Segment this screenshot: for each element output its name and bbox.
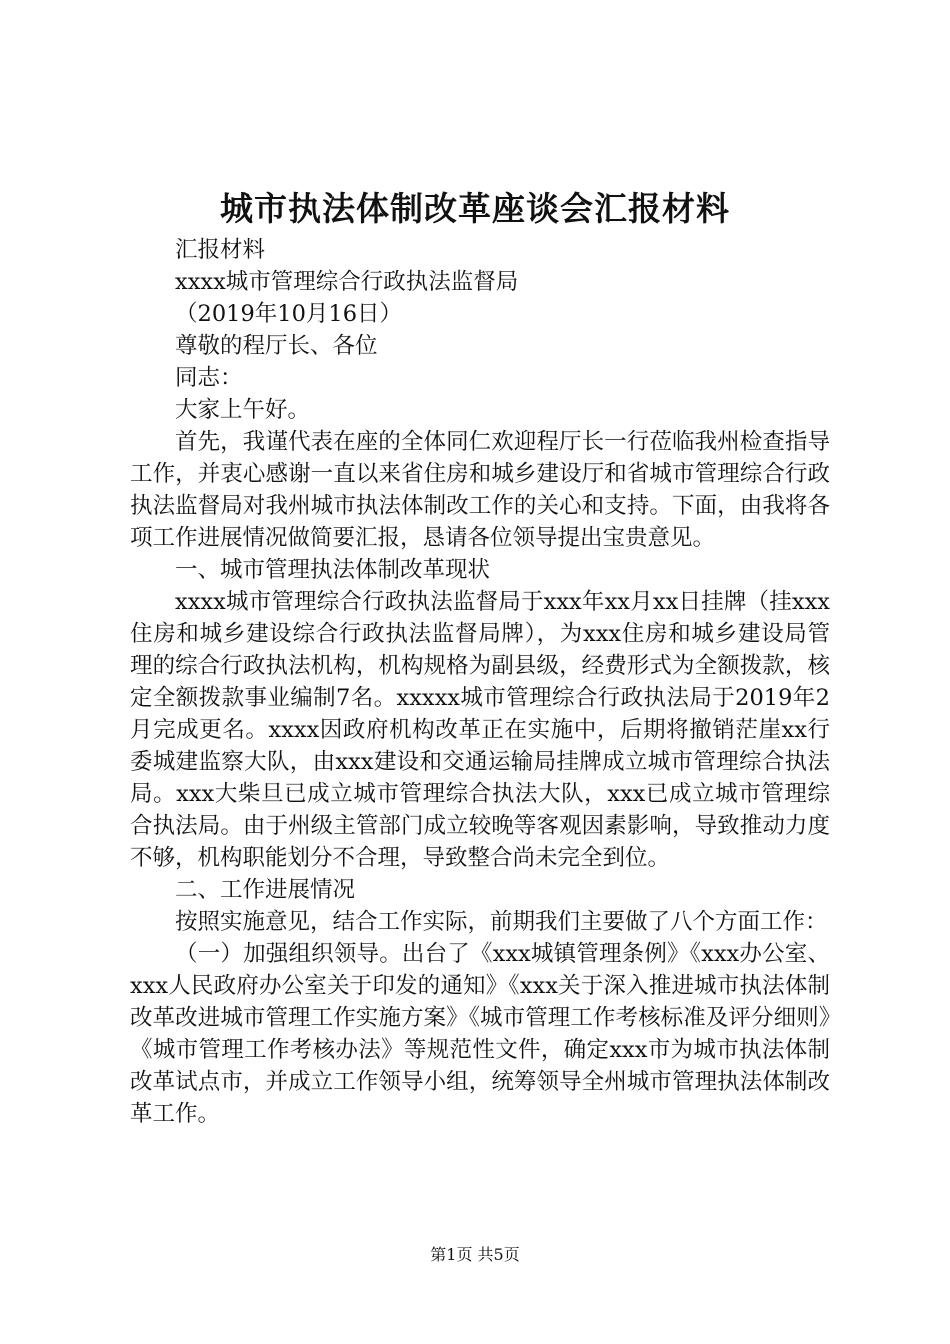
salutation-continued: 同志：	[175, 365, 243, 391]
document-title: 城市执法体制改革座谈会汇报材料	[220, 189, 730, 228]
section-heading-1: 一、城市管理执法体制改革现状	[175, 557, 491, 583]
section-heading-2: 二、工作进展情况	[175, 877, 356, 903]
greeting: 大家上午好。	[175, 397, 311, 423]
section-2-item-1: （一）加强组织领导。出台了《xxx城镇管理条例》《xxx办公室、xxx人民政府办公室关于印发的通知》《xxx关于深入推进城市执法体制改革改进城市管理工作实施方案》《城市管理工作考核标准及评分细则》《城市管理工作考核办法》等规范性文件，确定xxx市为城市执法体制改革试点市，并成立工作领导小组，统筹领导全州城市管理执法体制改革工作。	[130, 941, 830, 1127]
subtitle-label: 汇报材料	[175, 237, 266, 263]
report-date: （2019年10月16日）	[175, 301, 403, 327]
salutation: 尊敬的程厅长、各位	[175, 333, 378, 359]
issuing-organization: xxxx城市管理综合行政执法监督局	[175, 269, 519, 295]
intro-paragraph: 首先，我谨代表在座的全体同仁欢迎程厅长一行莅临我州检查指导工作，并衷心感谢一直以来省住房和城乡建设厅和省城市管理综合行政执法监督局对我州城市执法体制改工作的关心和支持。下面，由我将各项工作进展情况做简要汇报，恳请各位领导提出宝贵意见。	[130, 429, 830, 551]
document-body	[130, 234, 830, 1130]
page-footer: 第1页 共5页	[430, 1245, 520, 1264]
section-2-intro: 按照实施意见，结合工作实际，前期我们主要做了八个方面工作：	[175, 909, 828, 935]
section-1-paragraph: xxxx城市管理综合行政执法监督局于xxx年xx月xx日挂牌（挂xxx住房和城乡建设综合行政执法监督局牌），为xxx住房和城乡建设局管理的综合行政执法机构，机构规格为副县级，经费形式为全额拨款，核定全额拨款事业编制7名。xxxxx城市管理综合行政执法局于2019年2月完成更名。xxxx因政府机构改革正在实施中，后期将撤销茫崖xx行委城建监察大队，由xxx建设和交通运输局挂牌成立城市管理综合执法局。xxx大柴旦已成立城市管理综合执法大队，xxx已成立城市管理综合执法局。由于州级主管部门成立较晚等客观因素影响，导致推动力度不够，机构职能划分不合理，导致整合尚未完全到位。	[130, 589, 830, 871]
